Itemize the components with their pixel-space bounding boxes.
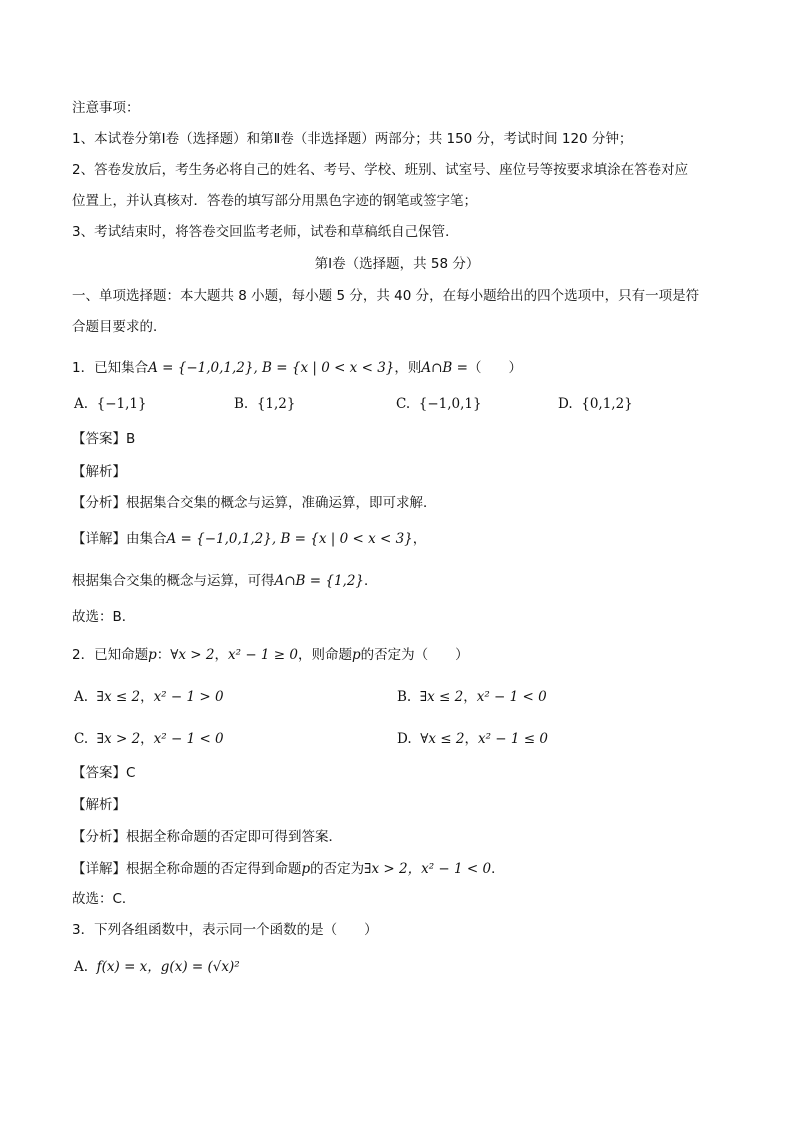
- q1-analysis-heading: 【解析】: [72, 464, 126, 480]
- notice-heading: 注意事项：: [72, 100, 140, 116]
- q2-option-a-e: x² − 1 > 0: [153, 689, 224, 705]
- q1-option-d-text: {0,1,2}: [581, 396, 633, 412]
- q1-option-b-text: {1,2}: [256, 396, 296, 412]
- q1-choose: 故选：B．: [72, 609, 136, 625]
- q2-answer-label: 【答案】: [72, 765, 126, 781]
- q1-answer-label: 【答案】: [72, 431, 126, 447]
- q1-xiangjie: [72, 530, 426, 548]
- q2-option-b-q: ∃x ≤ 2: [419, 689, 464, 705]
- notice-item-1: 1、本试卷分第Ⅰ卷（选择题）和第Ⅱ卷（非选择题）两部分；共 150 分，考试时间 120 分钟；: [72, 131, 633, 147]
- q2-answer: [72, 764, 135, 782]
- q2-cond1: ∀x > 2: [170, 647, 215, 663]
- q2-option-d-e: x² − 1 ≤ 0: [477, 731, 548, 747]
- q2-cond2: x² − 1 ≥ 0: [228, 647, 298, 663]
- q2-option-a-q: ∃x ≤ 2: [96, 689, 141, 705]
- q1-xiangjie-math: A = {−1,0,1,2}, B = {x | 0 < x < 3}: [166, 531, 413, 547]
- section1-line1: 一、单项选择题：本大题共 8 小题，每小题 5 分，共 40 分，在每小题给出的四个选项中，只有一项是符: [72, 288, 700, 304]
- q1-option-b: [234, 395, 295, 413]
- q2-option-b-label: B.: [397, 689, 412, 705]
- q2-colon: ：: [156, 647, 171, 663]
- q1-answer: [72, 430, 135, 448]
- q1-option-c-text: {−1,0,1}: [418, 396, 482, 412]
- q2-xiangjie-label: 【详解】: [72, 861, 126, 877]
- notice-item-2b: 位置上，并认真核对．答卷的填写部分用黑色字迹的钢笔或签字笔；: [72, 193, 477, 209]
- q1-option-c: [396, 395, 482, 413]
- q1-set-a: A = {−1,0,1,2}: [148, 360, 254, 376]
- q1-xiangjie-prefix: 由集合: [126, 531, 167, 547]
- q1-line2-prefix: 根据集合交集的概念与运算，可得: [72, 573, 275, 589]
- q2-xiangjie-math: ∃x > 2，x² − 1 < 0: [364, 861, 492, 877]
- q2-option-c-q: ∃x > 2: [96, 731, 141, 747]
- q2-prefix: 2．已知命题: [72, 647, 149, 663]
- q3-option-a: [74, 958, 240, 976]
- q1-prefix: 1．已知集合: [72, 360, 149, 376]
- q2-option-a: A. ∃x ≤ 2，x² − 1 > 0: [74, 689, 224, 705]
- q1-fenxi-text: 根据集合交集的概念与运算，准确运算，即可求解．: [126, 495, 437, 511]
- q1-line2-math: A∩B = {1,2}: [274, 573, 365, 589]
- notice-item-2a: 2、答卷发放后，考生务必将自己的姓名、考号、学校、班别、试室号、座位号等按要求填涂在答卷对应: [72, 162, 689, 178]
- q2-option-b-e: x² − 1 < 0: [476, 689, 547, 705]
- q2-choose: 故选：C．: [72, 891, 136, 907]
- q2-option-c: C. ∃x > 2，x² − 1 < 0: [74, 731, 224, 747]
- question-1-stem: [72, 359, 522, 377]
- question-3-stem: 3．下列各组函数中，表示同一个函数的是（ ）: [72, 922, 378, 938]
- q2-option-c-e: x² − 1 < 0: [153, 731, 224, 747]
- q1-option-d-label: D.: [558, 396, 573, 412]
- q1-xiangjie-label: 【详解】: [72, 531, 126, 547]
- q2-xiangjie: [72, 860, 505, 878]
- q1-option-b-label: B.: [234, 396, 249, 412]
- section1-line2: 合题目要求的．: [72, 319, 167, 335]
- q1-fenxi-label: 【分析】: [72, 495, 126, 511]
- q2-suffix: 的否定为（ ）: [360, 647, 469, 663]
- q2-option-a-label: A.: [74, 689, 89, 705]
- q2-mid: ，则命题: [298, 647, 352, 663]
- q1-xiangjie-suffix: ，: [412, 531, 427, 547]
- q2-fenxi-label: 【分析】: [72, 829, 126, 845]
- q1-line2-suffix: ．: [364, 573, 378, 589]
- q2-analysis-heading: 【解析】: [72, 797, 126, 813]
- q2-fenxi: [72, 828, 342, 846]
- q2-option-b: B. ∃x ≤ 2，x² − 1 < 0: [397, 689, 547, 705]
- q2-fenxi-text: 根据全称命题的否定即可得到答案．: [126, 829, 342, 845]
- q2-option-d: D. ∀x ≤ 2，x² − 1 ≤ 0: [397, 731, 548, 747]
- q2-xiangjie-p: p: [301, 861, 311, 877]
- q2-xiangjie-suffix: ．: [491, 861, 505, 877]
- q1-answer-value: B: [126, 431, 136, 447]
- q1-option-d: [558, 395, 633, 413]
- notice-item-3: 3、考试结束时，将答卷交回监考老师，试卷和草稿纸自己保管．: [72, 224, 459, 240]
- part1-title: 第Ⅰ卷（选择题，共 58 分）: [314, 256, 480, 272]
- question-2-stem: [72, 646, 469, 664]
- q1-mid: ，则: [394, 360, 422, 376]
- q1-option-a-text: {−1,1}: [96, 396, 147, 412]
- q2-p-2: p: [352, 647, 361, 663]
- q1-set-b: , B = {x | 0 < x < 3}: [253, 360, 395, 376]
- q1-expr: A∩B =: [421, 360, 468, 376]
- q3-option-a-label: A.: [74, 959, 89, 975]
- q2-comma: ，: [214, 647, 228, 663]
- q1-fenxi: [72, 494, 437, 512]
- q3-option-a-math: f(x) = x，g(x) = (√x)²: [96, 959, 240, 975]
- q2-option-c-label: C.: [74, 731, 89, 747]
- q1-option-a: [74, 395, 147, 413]
- q2-option-d-q: ∀x ≤ 2: [420, 731, 465, 747]
- q2-xiangjie-mid: 的否定为: [310, 861, 365, 877]
- q1-option-c-label: C.: [396, 396, 411, 412]
- q1-suffix: （ ）: [467, 360, 522, 376]
- q1-option-a-label: A.: [74, 396, 89, 412]
- q1-line2: [72, 572, 378, 590]
- q2-xiangjie-prefix: 根据全称命题的否定得到命题: [126, 861, 302, 877]
- q2-answer-value: C: [126, 765, 136, 781]
- q2-p: p: [148, 647, 157, 663]
- q2-option-d-label: D.: [397, 731, 412, 747]
